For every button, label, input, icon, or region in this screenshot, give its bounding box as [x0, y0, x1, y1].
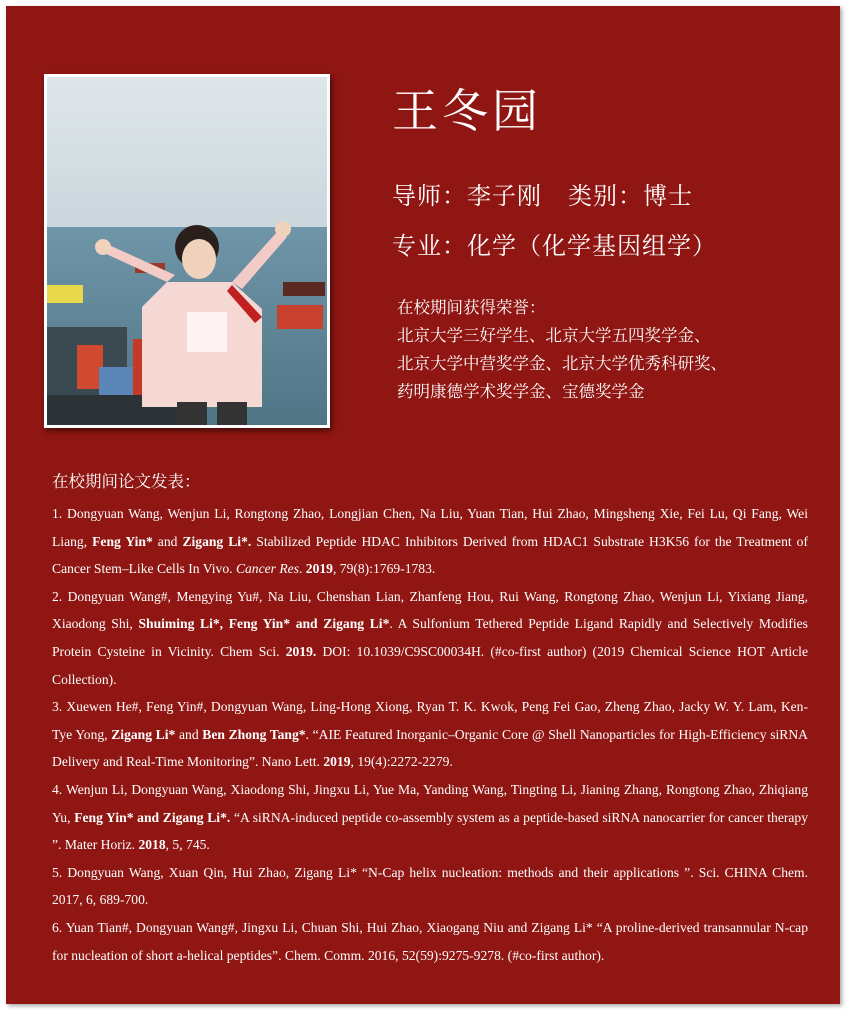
advisor-text: 导师：李子刚 [392, 182, 542, 210]
honors-title: 在校期间获得荣誉： [397, 298, 546, 317]
publication-item: 3. Xuewen He#, Feng Yin#, Dongyuan Wang, Ling-Hong Xiong, Ryan T. K. Kwok, Peng Fei Gao, Zheng Zhao, Jacky W. Y. Lam, Ken-Tye Yong, Zigang Li* and Ben Zhong Tang*. “AIE Featured Inorganic–Organic Core @ Shell Nanoparticles for High-Efficiency siRNA Delivery and Real-Time Monitoring”. Nano Lett. 2019, 19(4):2272-2279. [52, 699, 808, 770]
honors-line: 药明康德学术奖学金、宝德奖学金 [397, 382, 645, 401]
photo-illustration [47, 77, 327, 425]
honors-line: 北京大学三好学生、北京大学五四奖学金、 [397, 326, 711, 345]
publication-item: 6. Yuan Tian#, Dongyuan Wang#, Jingxu Li, Chuan Shi, Hui Zhao, Xiaogang Niu and Zigang Li* “A proline-derived transannular N-cap for nucleation of short a-helical peptides”. Chem. Comm. 2016, 52(59):9275-9278. (#co-first author). [52, 919, 808, 963]
category-text: 类别：博士 [568, 182, 693, 210]
publication-item: 4. Wenjun Li, Dongyuan Wang, Xiaodong Shi, Jingxu Li, Yue Ma, Yanding Wang, Tingting Li, Jianing Zhang, Rongtong Zhao, Zhiqiang Yu, Feng Yin* and Zigang Li*. “A siRNA-induced peptide co-assembly system as a peptide-based siRNA nanocarrier for cancer therapy ”. Mater Horiz. 2018, 5, 745. [52, 781, 809, 853]
publications-title: 在校期间论文发表： [52, 472, 201, 491]
profile-card [6, 6, 840, 1004]
person-name: 王冬园 [392, 84, 542, 138]
honors-section [397, 294, 727, 406]
advisor-category-line [392, 176, 693, 211]
publication-item: 2. Dongyuan Wang#, Mengying Yu#, Na Liu, Chenshan Lian, Zhanfeng Hou, Rui Wang, Rongtong Zhao, Wenjun Li, Yixiang Jiang, Xiaodong Shi, Shuiming Li*, Feng Yin* and Zigang Li*. A Sulfonium Tethered Peptide Ligand Rapidly and Selectively Modifies Protein Cysteine in Vicinity. Chem Sci. 2019. DOI: 10.1039/C9SC00034H. (#co-first author) (2019 Chemical Science HOT Article Collection). [52, 588, 808, 687]
major-text: 专业：化学（化学基因组学） [392, 232, 717, 260]
publication-item: 5. Dongyuan Wang, Xuan Qin, Hui Zhao, Zigang Li* “N-Cap helix nucleation: methods and their applications ”. Sci. CHINA Chem. 2017, 6, 689-700. [52, 864, 808, 908]
publications-list [52, 500, 808, 969]
honors-line: 北京大学中营奖学金、北京大学优秀科研奖、 [397, 354, 727, 373]
publication-item: 1. Dongyuan Wang, Wenjun Li, Rongtong Zhao, Longjian Chen, Na Liu, Yuan Tian, Hui Zhao, Mingsheng Xie, Fei Lu, Qi Fang, Wei Liang, Feng Yin* and Zigang Li*. Stabilized Peptide HDAC Inhibitors Derived from HDAC1 Substrate H3K56 for the Treatment of Cancer Stem–Like Cells In Vivo. Cancer Res. 2019, 79(8):1769-1783. [52, 506, 808, 577]
profile-photo [44, 74, 330, 428]
